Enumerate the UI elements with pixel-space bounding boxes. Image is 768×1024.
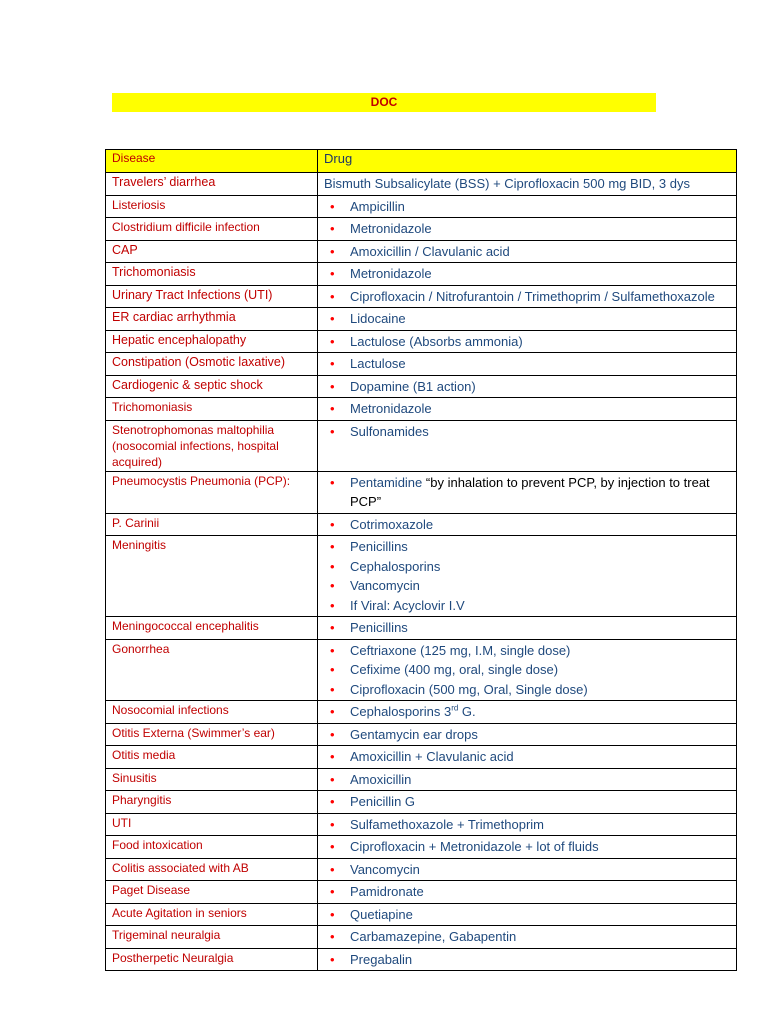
table-row [106, 701, 737, 724]
drug-bullet-item [324, 557, 731, 577]
bullet-icon: • [330, 794, 335, 809]
bullet-icon: • [330, 539, 335, 554]
table-row [106, 173, 737, 196]
drug-cell [318, 903, 737, 926]
disease-cell: Urinary Tract Infections (UTI) [106, 285, 318, 308]
drug-bullet-item [324, 309, 731, 329]
table-row [106, 375, 737, 398]
drug-name: Cotrimoxazole [350, 516, 434, 532]
drug-of-choice-table [105, 149, 737, 971]
drug-name: Ciprofloxacin (500 mg, Oral, Single dose) [350, 681, 588, 697]
bullet-icon: • [330, 378, 335, 394]
disease-cell: Meningococcal encephalitis [106, 617, 318, 640]
table-row [106, 218, 737, 241]
disease-cell: CAP [106, 240, 318, 263]
drug-cell [318, 858, 737, 881]
drug-name: Penicillin G [350, 794, 416, 809]
disease-cell: Pharyngitis [106, 791, 318, 814]
drug-bullet-item [324, 837, 731, 857]
drug-name: Pamidronate [350, 884, 424, 899]
drug-name: Pregabalin [350, 951, 413, 967]
disease-cell: Paget Disease [106, 881, 318, 904]
disease-cell: Clostridium difficile infection [106, 218, 318, 241]
drug-name: Penicillins [350, 620, 408, 635]
bullet-icon: • [330, 681, 335, 697]
drug-bullet-item [324, 860, 731, 880]
drug-name: Quetiapine [350, 906, 413, 922]
drug-cell [318, 263, 737, 286]
drug-name: Cephalosporins [350, 558, 441, 574]
bullet-icon: • [330, 816, 335, 832]
drug-name: Lactulose [350, 356, 406, 371]
drug-name: Ampicillin [350, 198, 405, 214]
drug-bullet-item [324, 882, 731, 902]
drug-cell [318, 375, 737, 398]
table-row [106, 513, 737, 536]
table-row [106, 723, 737, 746]
drug-name: Metronidazole [350, 401, 432, 416]
table-row [106, 858, 737, 881]
drug-cell [318, 218, 737, 241]
drug-bullet-item [324, 747, 731, 767]
drug-name: Amoxicillin + Clavulanic acid [350, 749, 514, 764]
drug-name: Pentamidine [350, 474, 423, 490]
drug-bullet-item [324, 618, 731, 638]
bullet-icon: • [330, 578, 335, 593]
drug-cell [318, 308, 737, 331]
bullet-icon: • [330, 474, 335, 490]
drug-cell [318, 881, 737, 904]
drug-cell [318, 173, 737, 196]
table-row [106, 330, 737, 353]
drug-name: Cephalosporins 3 [350, 704, 452, 719]
drug-bullet-item [324, 332, 731, 352]
drug-name: Amoxicillin [350, 771, 412, 787]
bullet-icon: • [330, 839, 335, 854]
table-row [106, 813, 737, 836]
disease-cell: Gonorrhea [106, 639, 318, 701]
drug-cell [318, 285, 737, 308]
table-row [106, 195, 737, 218]
bullet-icon: • [330, 951, 335, 967]
bullet-icon: • [330, 558, 335, 574]
table-row [106, 903, 737, 926]
drug-name: Penicillins [350, 539, 408, 554]
disease-cell: P. Carinii [106, 513, 318, 536]
disease-cell: Postherpetic Neuralgia [106, 948, 318, 971]
disease-cell: Acute Agitation in seniors [106, 903, 318, 926]
drug-bullet-item [324, 242, 731, 262]
bullet-icon: • [330, 243, 335, 259]
drug-cell [318, 791, 737, 814]
bullet-icon: • [330, 704, 335, 719]
drug-cell [318, 813, 737, 836]
bullet-icon: • [330, 333, 335, 349]
drug-cell [318, 536, 737, 617]
table-row [106, 881, 737, 904]
drug-name: Ciprofloxacin / Nitrofurantoin / Trimethoprim / Sulfamethoxazole [350, 288, 715, 304]
drug-name: Sulfamethoxazole + Trimethoprim [350, 816, 545, 832]
drug-bullet-item [324, 287, 731, 307]
disease-cell: Sinusitis [106, 768, 318, 791]
drug-bullet-item [324, 702, 731, 722]
drug-cell [318, 420, 737, 471]
bullet-icon: • [330, 906, 335, 922]
table-row [106, 768, 737, 791]
disease-cell: Trichomoniasis [106, 263, 318, 286]
drug-name: Gentamycin ear drops [350, 726, 478, 742]
drug-bullet-item [324, 197, 731, 217]
drug-name: Amoxicillin / Clavulanic acid [350, 243, 510, 259]
bullet-icon: • [330, 266, 335, 281]
table-row [106, 263, 737, 286]
drug-bullet-item [324, 641, 731, 661]
disease-cell: Constipation (Osmotic laxative) [106, 353, 318, 376]
drug-name-suffix: G. [458, 704, 476, 719]
table-row [106, 285, 737, 308]
drug-bullet-item [324, 515, 731, 535]
drug-name: Lactulose (Absorbs ammonia) [350, 333, 523, 349]
drug-cell [318, 701, 737, 724]
drug-bullet-item [324, 770, 731, 790]
bullet-icon: • [330, 662, 335, 677]
page-title: DOC [112, 93, 656, 112]
table-header-row [106, 150, 737, 173]
drug-bullet-item [324, 219, 731, 239]
disease-cell: Trichomoniasis [106, 398, 318, 421]
drug-name: If Viral: Acyclovir I.V [350, 597, 465, 613]
drug-bullet-item [324, 680, 731, 700]
drug-column-header: Drug [318, 150, 737, 173]
drug-bullet-item [324, 377, 731, 397]
drug-cell [318, 398, 737, 421]
drug-cell [318, 723, 737, 746]
drug-cell [318, 240, 737, 263]
disease-cell: Stenotrophomonas maltophilia (nosocomial infections, hospital acquired) [106, 420, 318, 471]
table-row [106, 353, 737, 376]
bullet-icon: • [330, 749, 335, 764]
bullet-icon: • [330, 929, 335, 944]
drug-cell [318, 353, 737, 376]
disease-cell: UTI [106, 813, 318, 836]
drug-name: Vancomycin [350, 861, 420, 877]
drug-bullet-item [324, 596, 731, 616]
drug-name: Metronidazole [350, 266, 432, 281]
bullet-icon: • [330, 311, 335, 326]
drug-bullet-item [324, 537, 731, 557]
disease-cell: Listeriosis [106, 195, 318, 218]
disease-cell: Hepatic encephalopathy [106, 330, 318, 353]
drug-bullet-item [324, 354, 731, 374]
bullet-icon: • [330, 423, 335, 439]
drug-cell [318, 768, 737, 791]
drug-bullet-item [324, 399, 731, 419]
drug-bullet-item [324, 792, 731, 812]
bullet-icon: • [330, 620, 335, 635]
disease-cell: Food intoxication [106, 836, 318, 859]
bullet-icon: • [330, 861, 335, 877]
drug-bullet-item [324, 576, 731, 596]
bullet-icon: • [330, 642, 335, 658]
table-row [106, 420, 737, 471]
drug-cell [318, 836, 737, 859]
drug-note: “by inhalation to prevent PCP, by injection to treat PCP” [350, 474, 710, 509]
table-row [106, 308, 737, 331]
bullet-icon: • [330, 597, 335, 613]
bullet-icon: • [330, 221, 335, 236]
disease-cell: Meningitis [106, 536, 318, 617]
bullet-icon: • [330, 401, 335, 416]
bullet-icon: • [330, 198, 335, 214]
table-row [106, 948, 737, 971]
drug-cell [318, 471, 737, 513]
drug-name: Dopamine (B1 action) [350, 378, 476, 394]
table-row [106, 836, 737, 859]
bullet-icon: • [330, 884, 335, 899]
bullet-icon: • [330, 726, 335, 742]
drug-cell [318, 639, 737, 701]
drug-name: Ciprofloxacin + Metronidazole + lot of fluids [350, 839, 599, 854]
drug-bullet-item [324, 725, 731, 745]
drug-bullet-item [324, 950, 731, 970]
table-row [106, 639, 737, 701]
drug-bullet-item [324, 905, 731, 925]
table-row [106, 617, 737, 640]
table-row [106, 926, 737, 949]
drug-cell [318, 948, 737, 971]
drug-cell [318, 926, 737, 949]
table-row [106, 240, 737, 263]
table-row [106, 746, 737, 769]
drug-cell [318, 195, 737, 218]
drug-name: Sulfonamides [350, 423, 429, 439]
ordinal-suffix: rd [451, 703, 459, 713]
disease-cell: Otitis Externa (Swimmer’s ear) [106, 723, 318, 746]
drug-cell [318, 513, 737, 536]
drug-bullet-item [324, 422, 731, 442]
drug-cell [318, 330, 737, 353]
disease-cell: Colitis associated with AB [106, 858, 318, 881]
disease-cell: Otitis media [106, 746, 318, 769]
bullet-icon: • [330, 516, 335, 532]
drug-cell [318, 617, 737, 640]
drug-name: Cefixime (400 mg, oral, single dose) [350, 662, 559, 677]
disease-cell: Nosocomial infections [106, 701, 318, 724]
drug-name: Metronidazole [350, 221, 432, 236]
drug-bullet-item [324, 473, 731, 512]
disease-cell: Travelers’ diarrhea [106, 173, 318, 196]
drug-bullet-item [324, 815, 731, 835]
table-row [106, 536, 737, 617]
drug-name: Ceftriaxone (125 mg, I.M, single dose) [350, 642, 571, 658]
table-row [106, 791, 737, 814]
drug-bullet-item [324, 660, 731, 680]
drug-name: Lidocaine [350, 311, 406, 326]
bullet-icon: • [330, 356, 335, 371]
drug-bullet-item [324, 264, 731, 284]
drug-name: Carbamazepine, Gabapentin [350, 929, 517, 944]
disease-cell: Pneumocystis Pneumonia (PCP): [106, 471, 318, 513]
disease-cell: Cardiogenic & septic shock [106, 375, 318, 398]
drug-cell [318, 746, 737, 769]
drug-bullet-item [324, 927, 731, 947]
disease-cell: Trigeminal neuralgia [106, 926, 318, 949]
disease-column-header: Disease [106, 150, 318, 173]
drug-name: Vancomycin [350, 578, 420, 593]
drug-text: Bismuth Subsalicylate (BSS) + Ciprofloxacin 500 mg BID, 3 dys [324, 176, 690, 191]
bullet-icon: • [330, 288, 335, 304]
bullet-icon: • [330, 771, 335, 787]
disease-cell: ER cardiac arrhythmia [106, 308, 318, 331]
table-row [106, 398, 737, 421]
table-row [106, 471, 737, 513]
